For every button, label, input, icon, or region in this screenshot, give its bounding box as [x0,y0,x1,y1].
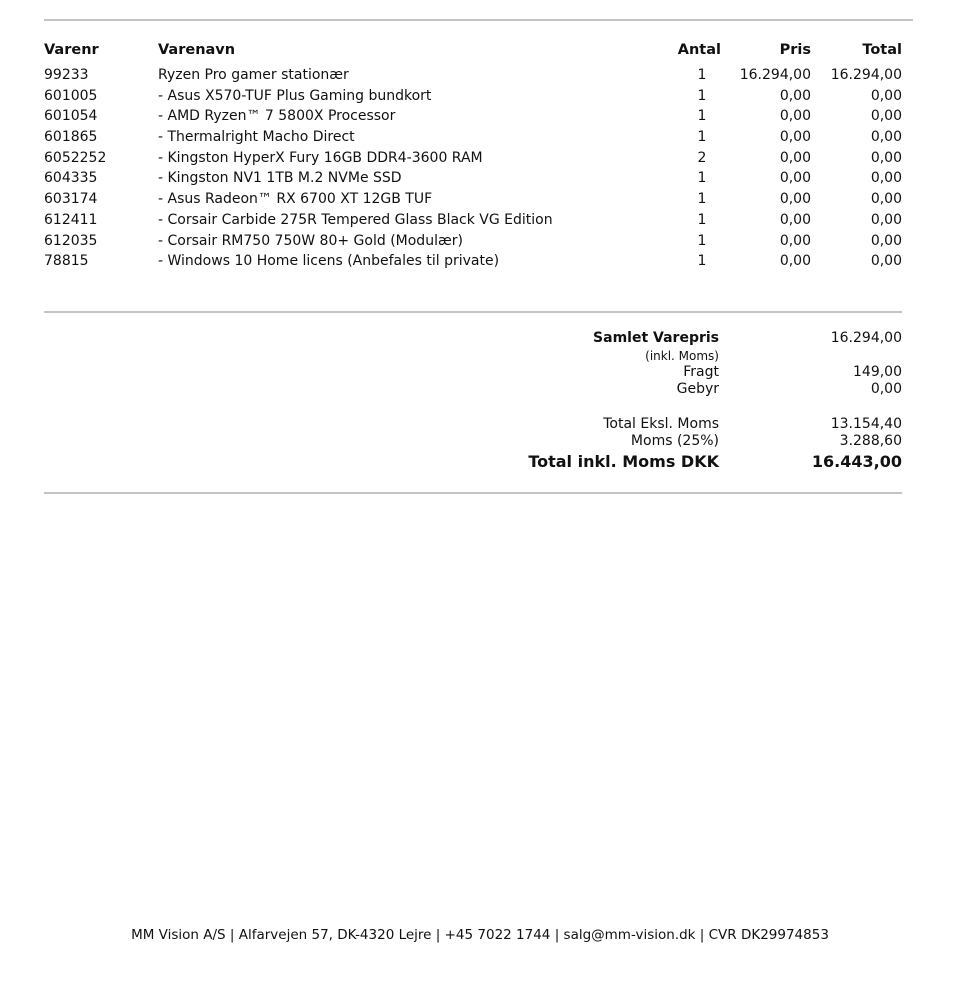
item-total: 0,00 [870,87,902,104]
item-total: 0,00 [870,108,902,125]
grand-total-value: 16.443,00 [811,451,902,471]
item-total: 16.294,00 [830,67,902,83]
subtotal-note: (inkl. Moms) [645,348,719,363]
item-number: 6052252 [44,149,107,166]
item-quantity: 1 [697,211,707,228]
bottom-divider [44,492,902,494]
item-price: 16.294,00 [739,67,811,83]
item-quantity: 1 [697,232,707,249]
subtotal-label: Samlet Varepris [593,330,719,346]
vat-value: 3.288,60 [839,433,902,449]
item-name: - Kingston HyperX Fury 16GB DDR4-3600 RAM [158,149,483,166]
table-row [44,86,902,107]
item-price: 0,00 [779,232,811,249]
item-number: 601054 [44,108,98,125]
item-price: 0,00 [779,211,811,228]
table-row [44,189,902,210]
middle-divider [44,311,902,313]
item-quantity: 1 [697,253,707,270]
vat-label: Moms (25%) [630,433,719,449]
item-quantity: 1 [697,108,707,125]
totals-section [44,330,902,472]
table-row [44,148,902,169]
item-name: - AMD Ryzen™ 7 5800X Processor [158,108,396,125]
item-price: 0,00 [779,129,811,146]
item-total: 0,00 [870,253,902,270]
item-name: - Asus Radeon™ RX 6700 XT 12GB TUF [158,191,433,208]
table-row [44,106,902,127]
top-divider [44,19,913,21]
item-name: - Windows 10 Home licens (Anbefales til private) [158,253,500,270]
item-price: 0,00 [779,87,811,104]
item-total: 0,00 [870,170,902,187]
shipping-row [44,364,902,382]
item-quantity: 1 [697,67,707,83]
header-varenr: Varenr [44,42,99,58]
item-total: 0,00 [870,129,902,146]
header-total: Total [862,42,902,58]
item-price: 0,00 [779,253,811,270]
fee-row [44,381,902,399]
item-price: 0,00 [779,149,811,166]
item-number: 604335 [44,170,98,187]
table-row [44,231,902,252]
shipping-label: Fragt [683,363,719,380]
item-name: - Corsair Carbide 275R Tempered Glass Black VG Edition [158,211,553,228]
order-lines-table [44,38,902,272]
item-number: 78815 [44,253,89,270]
item-number: 601005 [44,87,98,104]
item-number: 612035 [44,232,98,249]
header-varenavn: Varenavn [158,42,236,58]
item-name: - Corsair RM750 750W 80+ Gold (Modulær) [158,232,463,249]
header-pris: Pris [779,42,811,58]
subtotal-row [44,330,902,348]
item-number: 603174 [44,191,98,208]
totals-spacer [44,399,902,416]
table-header [44,38,902,63]
table-row [44,127,902,148]
item-quantity: 1 [697,170,707,187]
fee-label: Gebyr [676,381,719,397]
table-row [44,65,902,86]
grand-total-label: Total inkl. Moms DKK [528,451,719,471]
item-number: 612411 [44,211,98,228]
subtotal-note-row [44,348,902,364]
company-footer: MM Vision A/S | Alfarvejen 57, DK-4320 Lejre | +45 7022 1744 | salg@mm-vision.dk | CVR DK29974853 [131,927,829,943]
header-antal: Antal [677,42,721,58]
item-price: 0,00 [779,108,811,125]
item-price: 0,00 [779,191,811,208]
vat-row [44,433,902,451]
item-total: 0,00 [870,232,902,249]
grand-total-row [44,451,902,472]
item-total: 0,00 [870,211,902,228]
item-total: 0,00 [870,149,902,166]
item-name: - Kingston NV1 1TB M.2 NVMe SSD [158,170,402,187]
item-quantity: 2 [697,149,707,166]
table-row [44,210,902,231]
item-name: - Asus X570-TUF Plus Gaming bundkort [158,87,432,104]
shipping-value: 149,00 [853,363,902,380]
total-excl-vat-label: Total Eksl. Moms [603,415,719,432]
total-excl-vat-row [44,416,902,434]
subtotal-value: 16.294,00 [830,330,902,346]
total-excl-vat-value: 13.154,40 [830,415,902,432]
item-total: 0,00 [870,191,902,208]
item-number: 601865 [44,129,98,146]
item-price: 0,00 [779,170,811,187]
item-quantity: 1 [697,87,707,104]
table-row [44,251,902,272]
table-row [44,168,902,189]
item-name: - Thermalright Macho Direct [158,129,355,146]
item-quantity: 1 [697,129,707,146]
item-number: 99233 [44,67,89,83]
fee-value: 0,00 [870,381,902,397]
item-name: Ryzen Pro gamer stationær [158,67,349,83]
item-quantity: 1 [697,191,707,208]
